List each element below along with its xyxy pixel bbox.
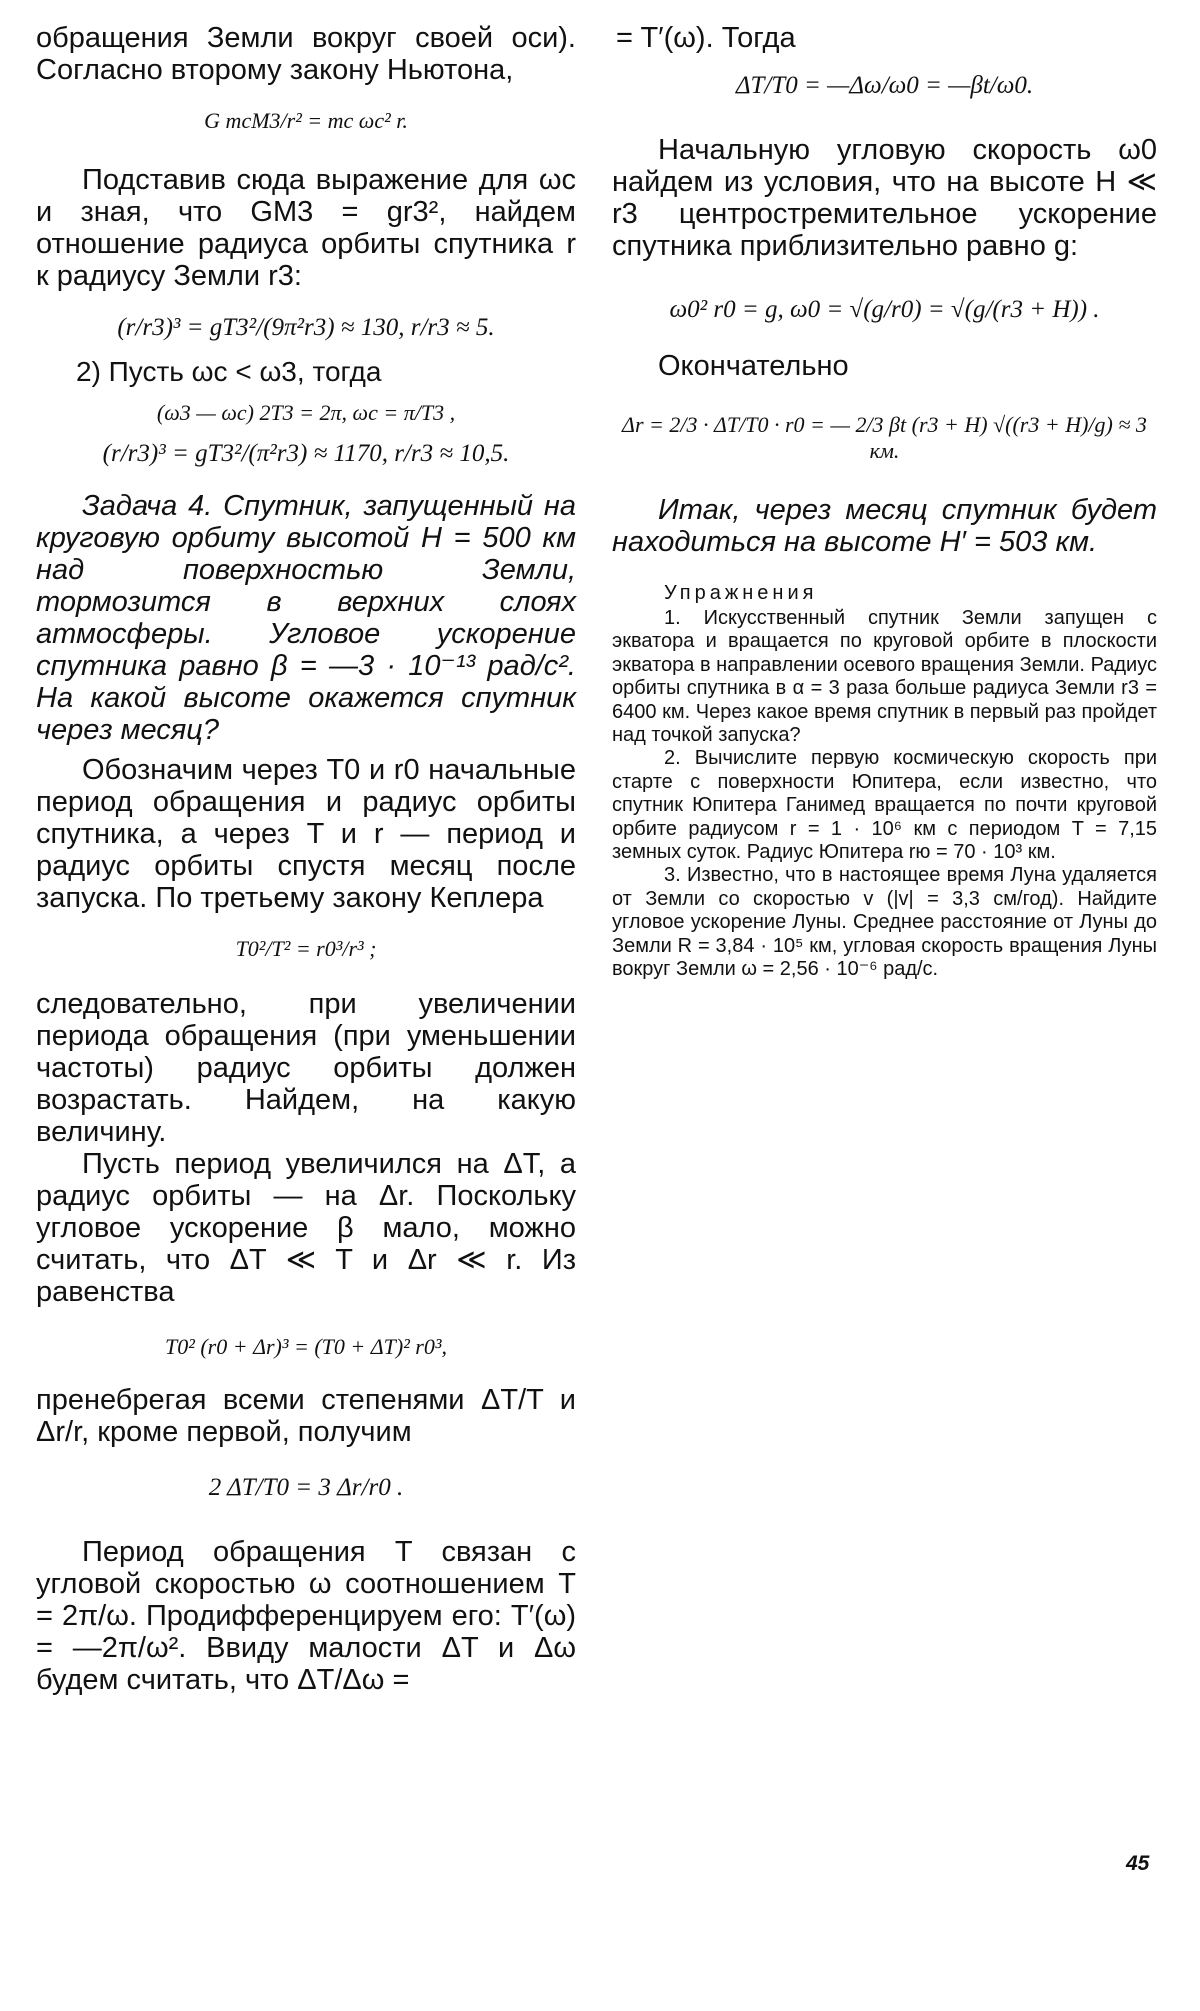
conclusion: Итак, через месяц спутник будет находиться на высоте H′ = 503 км. (612, 494, 1157, 558)
exercise-item: 3. Известно, что в настоящее время Луна удаляется от Земли со скоростью v (|v| = 3,3 см/год). Найдите угловое ускорение Луны. Среднее расстояние от Луны до Земли R = 3,84 · 10⁵ км, угловая скорость вращения Луны вокруг Земли ω = 2,56 · 10⁻⁶ рад/с. (612, 864, 1157, 981)
formula: T0²/T² = r0³/r³ ; (235, 936, 377, 961)
problem-statement: Задача 4. Спутник, запущенный на круговую орбиту высотой H = 500 км над поверхностью Земли, тормозится в верхних слоях атмосферы. Угловое ускорение спутника равно β = —3 · 10⁻¹³ рад/с². На какой высоте окажется спутник через месяц? (36, 490, 576, 746)
paragraph: обращения Земли вокруг своей оси). Согласно второму закону Ньютона, (36, 22, 576, 86)
formula: ΔT/T0 = —Δω/ω0 = —βt/ω0. (735, 72, 1034, 99)
case-item: 2) Пусть ωc < ω3, тогда (76, 356, 382, 387)
formula: ω0² r0 = g, ω0 = √(g/r0) = √(g/(r3 + H)) . (669, 296, 1100, 323)
formula: G mcM3/r² = mc ωc² r. (204, 108, 408, 133)
exercise-item: 2. Вычислите первую космическую скорость при старте с поверхности Юпитера, если известно, что спутник Юпитера Ганимед вращается по почти круговой орбите радиусом r = 1 · 10⁶ км с периодом T = 7,15 земных суток. Радиус Юпитера rю = 70 · 10³ км. (612, 747, 1157, 864)
formula: T0² (r0 + Δr)³ = (T0 + ΔT)² r0³, (165, 1334, 447, 1359)
page-number: 45 (1126, 1852, 1150, 1875)
paragraph: Период обращения T связан с угловой скоростью ω соотношением T = 2π/ω. Продифференцируем его: T′(ω) = —2π/ω². Ввиду малости ΔT и Δω будем считать, что ΔT/Δω = (36, 1536, 576, 1696)
paragraph: Начальную угловую скорость ω0 найдем из условия, что на высоте H ≪ r3 центростремительное ускорение спутника приблизительно равно g: (612, 134, 1157, 262)
paragraph: Обозначим через T0 и r0 начальные период обращения и радиус орбиты спутника, а через T и r — период и радиус орбиты спустя месяц после запуска. По третьему закону Кеплера (36, 754, 576, 914)
right-column (612, 22, 1157, 982)
formula: (r/r3)³ = gT3²/(π²r3) ≈ 1170, r/r3 ≈ 10,5. (102, 440, 510, 467)
paragraph: пренебрегая всеми степенями ΔT/T и Δr/r, кроме первой, получим (36, 1384, 576, 1448)
formula: Δr = 2/3 · ΔT/T0 · r0 = — 2/3 βt (r3 + H) √((r3 + H)/g) ≈ 3 км. (622, 412, 1147, 463)
left-column (36, 22, 576, 1696)
formula: (ω3 — ωc) 2T3 = 2π, ωc = π/T3 , (156, 400, 456, 425)
exercise-item: 1. Искусственный спутник Земли запущен с экватора и вращается по круговой орбите в плоскости экватора в направлении осевого вращения Земли. Радиус орбиты спутника в α = 3 раза больше радиуса Земли r3 = 6400 км. Через какое время спутник в первый раз пройдет над точкой запуска? (612, 607, 1157, 747)
paragraph: Подставив сюда выражение для ωc и зная, что GM3 = gr3², найдем отношение радиуса орбиты спутника r к радиусу Земли r3: (36, 164, 576, 292)
paragraph: следовательно, при увеличении периода обращения (при уменьшении частоты) радиус орбиты должен возрастать. Найдем, на какую величину. (36, 988, 576, 1148)
formula: 2 ΔT/T0 = 3 Δr/r0 . (208, 1474, 404, 1501)
exercises-heading: Упражнения (664, 582, 818, 604)
paragraph: Окончательно (658, 350, 849, 382)
paragraph: Пусть период увеличился на ΔT, а радиус орбиты — на Δr. Поскольку угловое ускорение β мало, можно считать, что ΔT ≪ T и Δr ≪ r. Из равенства (36, 1148, 576, 1308)
formula: (r/r3)³ = gT3²/(9π²r3) ≈ 130, r/r3 ≈ 5. (117, 314, 495, 341)
paragraph: = T′(ω). Тогда (616, 22, 796, 54)
